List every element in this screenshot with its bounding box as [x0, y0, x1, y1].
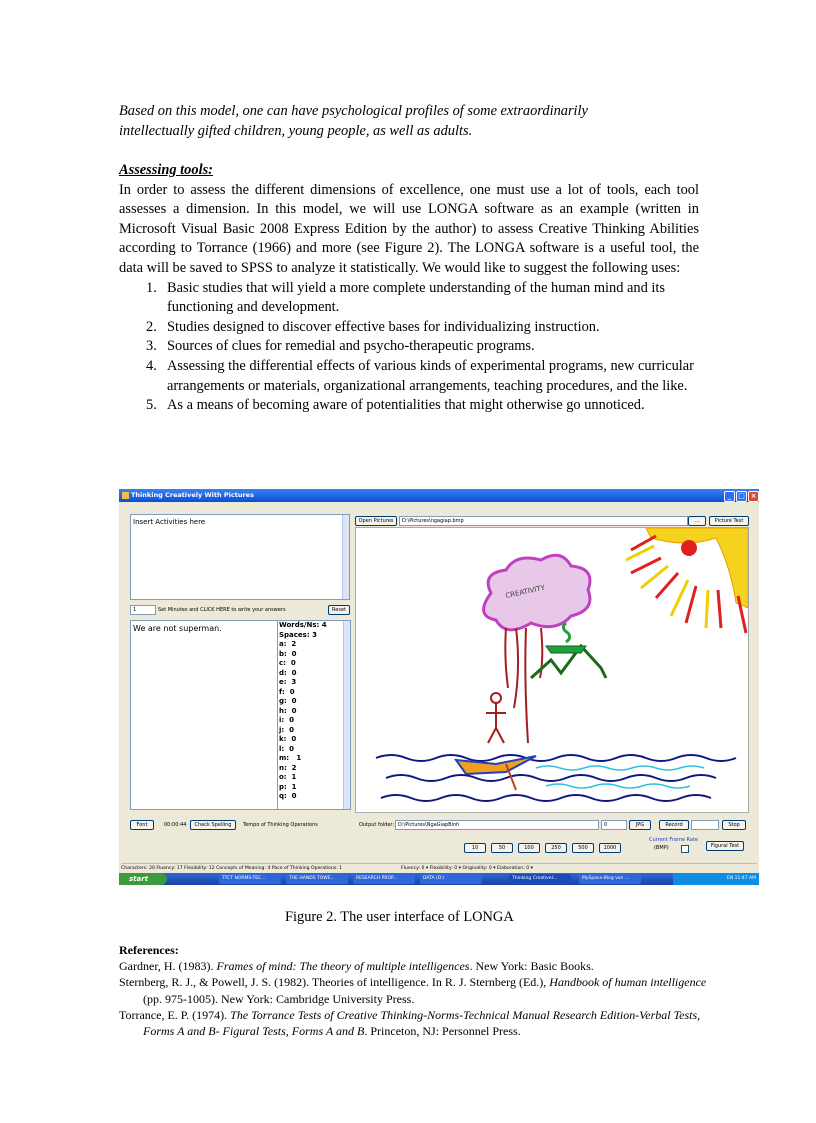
jpg-button[interactable]: JPG	[629, 820, 651, 830]
answer-text: We are not superman.	[133, 624, 222, 633]
intro-line-2: intellectually gifted children, young people, as well as adults.	[119, 123, 473, 139]
answer-textbox[interactable]	[130, 620, 278, 810]
uses-list	[119, 279, 699, 416]
taskbar-item[interactable]: TTCT NORMS-TEC...	[219, 874, 281, 884]
browse-button[interactable]: ...	[688, 516, 706, 526]
system-tray: EN 11:47 AM	[673, 873, 759, 885]
rate-button-10[interactable]: 10	[464, 843, 486, 853]
reference-item: Gardner, H. (1983). Frames of mind: The theory of multiple intelligences. New York: Basic Books.	[119, 959, 594, 974]
font-button[interactable]: Font	[130, 820, 154, 830]
app-icon	[122, 492, 129, 499]
list-item	[119, 279, 699, 318]
rate-button-500[interactable]: 500	[572, 843, 594, 853]
person-drawing	[486, 693, 506, 743]
list-text: Studies designed to discover effective bases for individualizing instruction.	[167, 318, 600, 335]
rain-drawing	[505, 628, 542, 743]
reset-button[interactable]: Reset	[328, 605, 350, 615]
rate-button-250[interactable]: 250	[545, 843, 567, 853]
minimize-icon[interactable]: _	[724, 491, 735, 502]
taskbar-item[interactable]: DATA (D:)	[420, 874, 482, 884]
open-pictures-button[interactable]: Open Pictures	[355, 516, 397, 526]
taskbar-item[interactable]: MySpace-Blog von ...	[579, 874, 641, 884]
list-number: 2.	[146, 318, 157, 335]
longa-screenshot	[119, 489, 759, 885]
status-left: Characters: 20 Fluency: 17 Flexibility: 12 Concepts of Meaning: 4 Pace of Thinking Operations: 1	[121, 866, 343, 871]
window-title: Thinking Creatively With Pictures	[131, 491, 254, 499]
minutes-stepper[interactable]: 1	[130, 605, 156, 615]
maximize-icon[interactable]: □	[736, 491, 747, 502]
light-water-drawing	[536, 766, 704, 788]
list-text: Basic studies that will yield a more complete understanding of the human mind and its functioning and development.	[167, 279, 665, 316]
intro-paragraph	[119, 101, 699, 141]
frame-rate-label: Current Frame Rate	[649, 837, 699, 843]
list-text: Sources of clues for remedial and psycho-therapeutic programs.	[167, 338, 535, 355]
references-heading: References:	[119, 943, 179, 957]
frame-count-field[interactable]: 0	[601, 820, 627, 830]
list-item	[119, 318, 699, 338]
boat-drawing	[456, 756, 536, 790]
figural-test-button[interactable]: Figural Test	[706, 841, 744, 851]
tempo-label: Tempo of Thinking Operations	[243, 822, 318, 828]
list-text: Assessing the differential effects of various kinds of experimental programs, new curricular arrangements or materials, organizational arrangements, teaching procedures, and the like.	[167, 357, 694, 394]
stop-button[interactable]: Stop	[722, 820, 746, 830]
intro-line-1: Based on this model, one can have psychological profiles of some extraordinarily	[119, 103, 588, 119]
reference-item: Torrance, E. P. (1974). The Torrance Tests of Creative Thinking-Norms-Technical Manual Research Edition-Verbal Tests, Forms A and B- Figural Tests, Forms A and B. Princeton, NJ: Personnel Press.	[119, 1007, 701, 1039]
assessing-tools-section	[119, 161, 699, 416]
references-section	[119, 942, 719, 1039]
child-drawing	[356, 528, 748, 812]
sun-drawing	[626, 528, 748, 633]
record-field[interactable]	[691, 820, 719, 830]
list-item	[119, 357, 699, 396]
drawing-canvas[interactable]	[355, 527, 749, 813]
taskbar-item[interactable]: RESEARCH PROP...	[353, 874, 415, 884]
rate-button-1000[interactable]: 1000	[599, 843, 621, 853]
list-number: 5.	[146, 397, 157, 414]
list-item	[119, 337, 699, 357]
close-icon[interactable]: ×	[748, 491, 759, 502]
status-bar	[121, 863, 757, 873]
water-drawing	[376, 755, 736, 801]
activities-textbox[interactable]	[130, 514, 350, 600]
figure-caption: Figure 2. The user interface of LONGA	[285, 909, 514, 925]
windows-taskbar	[119, 873, 759, 885]
cloud-drawing	[484, 555, 590, 630]
set-minutes-link[interactable]: Set Minutes and CLICK HERE to write your answers	[158, 607, 286, 613]
letter-stats: Words/Ns: 4 Spaces: 3 a: 2 b: 0 c: 0 d: 0 e: 3 f: 0 g: 0 h: 0 i: 0 j: 0 k: 0 l: 0 m: 1 n: 2 o: 1 p: 1 q: 0	[279, 621, 327, 800]
list-number: 1.	[146, 279, 157, 296]
check-spelling-button[interactable]: Check Spelling	[190, 820, 236, 830]
list-number: 3.	[146, 338, 157, 355]
rate-button-50[interactable]: 50	[491, 843, 513, 853]
list-item	[119, 396, 699, 416]
stats-scrollbar[interactable]	[343, 621, 350, 809]
start-button[interactable]: start	[119, 873, 167, 885]
cloud-text: CREATIVITY	[504, 583, 546, 600]
activities-scrollbar[interactable]	[342, 515, 349, 599]
rate-button-100[interactable]: 100	[518, 843, 540, 853]
picture-path-field[interactable]: D:\Pictures\ngagiap.bmp	[399, 516, 688, 526]
timer-readout: 00:00:44	[164, 822, 187, 828]
taskbar-item[interactable]: THE HANDS TOWE...	[286, 874, 348, 884]
output-folder-label: Output folder:	[359, 822, 395, 828]
section-paragraph: In order to assess the different dimensions of excellence, one must use a lot of tools, each tool assesses a dimension. In this model, we will use LONGA software as an example (written in Microsoft Visual Basic 2008 Express Edition by the author) to assess Creative Thinking Abilities according to Torrance (1966) and more (see Figure 2). The LONGA software is a useful tool, the data will be saved to SPSS to analyze it statistically. We would like to suggest the following uses:	[119, 181, 699, 276]
list-number: 4.	[146, 357, 157, 374]
taskbar-item[interactable]: Thinking Creativel...	[509, 874, 571, 884]
activities-label: Insert Activities here	[133, 518, 206, 526]
list-text: As a means of becoming aware of potentialities that might otherwise go unnoticed.	[167, 397, 645, 414]
status-right: Fluency: 0 ▾ Flexibility: 0 ▾ Originality: 0 ▾ Elaboration: 0 ▾	[401, 866, 533, 871]
picture-test-button[interactable]: Picture Test	[709, 516, 749, 526]
output-folder-field[interactable]: D:\Pictures\NgaGiapBinh	[395, 820, 599, 830]
reference-item: Sternberg, R. J., & Powell, J. S. (1982). Theories of intelligence. In R. J. Sternberg (Ed.), Handbook of human intelligence (pp. 975-1005). New York: Cambridge University Press.	[119, 975, 707, 1006]
record-button[interactable]: Record	[659, 820, 689, 830]
section-heading: Assessing tools:	[119, 162, 213, 178]
frame-rate-checkbox[interactable]	[681, 845, 689, 853]
window-titlebar	[119, 489, 759, 502]
frame-rate-value: (BMP)	[654, 845, 669, 851]
